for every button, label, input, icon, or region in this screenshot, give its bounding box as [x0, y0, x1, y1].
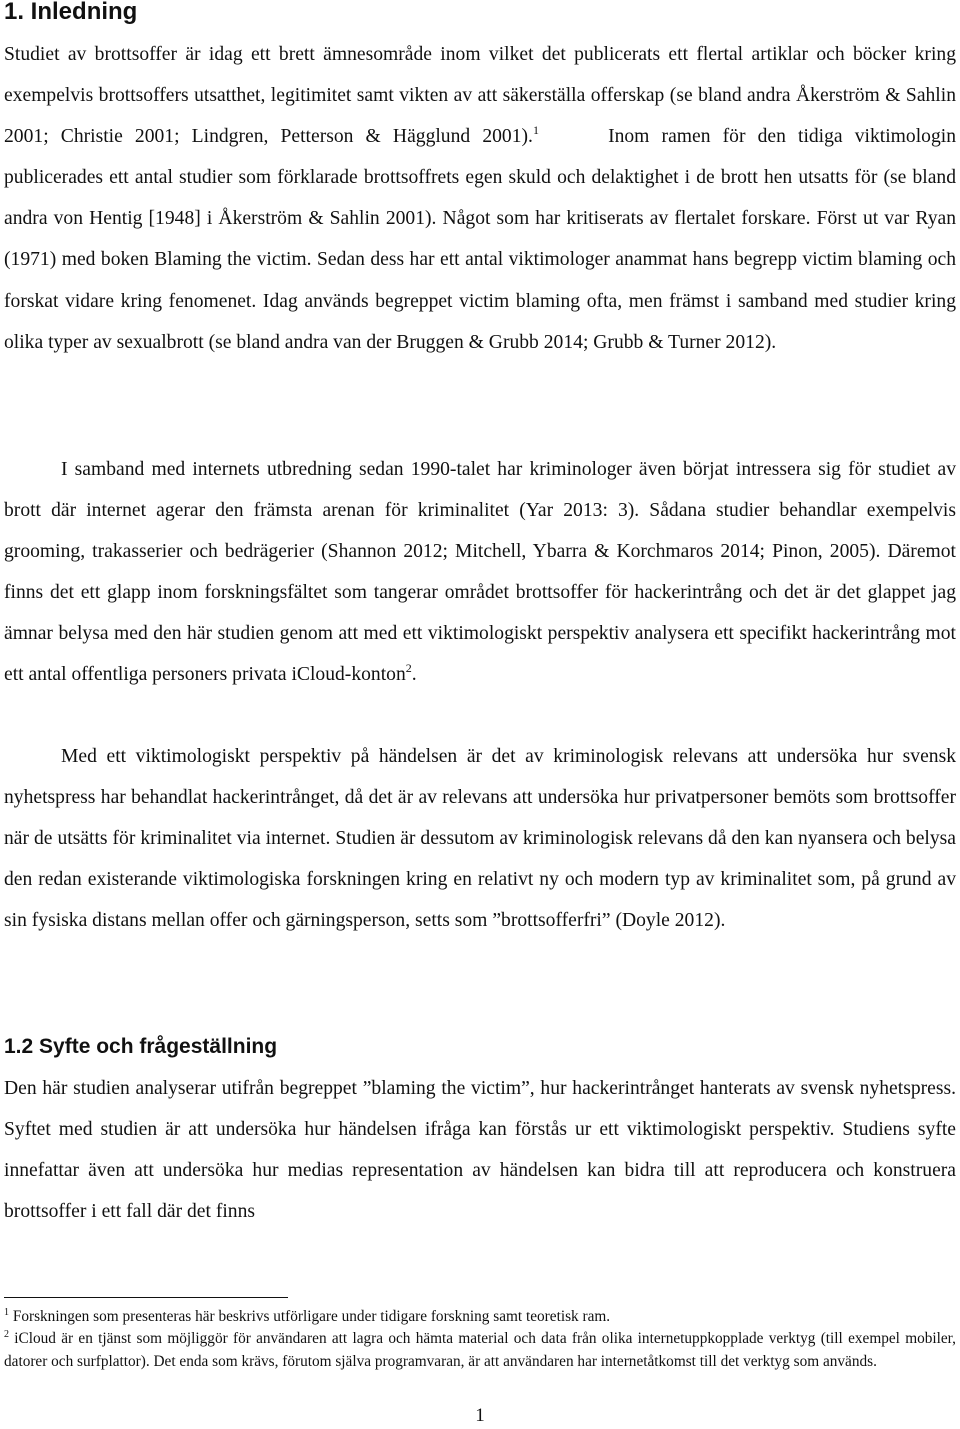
footnote-text: Forskningen som presenteras här beskrivs utförligare under tidigare forskning samt teoretisk ram.: [12, 1308, 611, 1325]
paragraph-3: I samband med internets utbredning sedan 1990-talet har kriminologer även börjat intressera sig för studiet av brott där internet agerar den främsta arenan för kriminalitet (Yar 2013: 3). Sådana studier behandlar exempelvis grooming, trakasserier och bedrägerier (Shannon 2012; Mitchell, Ybarra & Korchmaros 2014; Pinon, 2005). Däremot finns det ett glapp inom forskningsfältet som tangerar området brottsoffer för hackerintrång och det är det glappet jag ämnar belysa med den här studien genom att med ett viktimologiskt perspektiv analysera ett specifikt hackerintrång mot ett antal offentliga personers privata iCloud-konton: [4, 459, 956, 686]
footnote-1: [4, 1306, 956, 1328]
footnotes: [4, 1306, 956, 1373]
body-text-internet: [4, 449, 956, 696]
footnote-divider: [4, 1297, 288, 1298]
body-text-intro: [4, 34, 956, 363]
body-text-relevance: [4, 736, 956, 941]
section-heading-syfte: 1.2 Syfte och frågeställning: [4, 1035, 278, 1058]
paragraph-5: Den här studien analyserar utifrån begreppet ”blaming the victim”, hur hackerintrånget hanterats av svensk nyhetspress. Syftet med studien är att undersöka hur händelsen ifråga kan förstås ur ett viktimologiskt perspektiv. Studiens syfte innefattar även att undersöka hur medias representation av händelsen kan bidra till att reproducera och konstruera brottsoffer i ett fall där det finns: [4, 1078, 956, 1223]
paragraph-1: Studiet av brottsoffer är idag ett brett ämnesområde inom vilket det publicerats ett flertal artiklar och böcker kring exempelvis brottsoffers utsatthet, legitimitet samt vikten av att säkerställa offerskap (se bland andra Åkerström & Sahlin 2001; Christie 2001; Lindgren, Petterson & Hägglund 2001).: [4, 44, 956, 148]
page-number: 1: [475, 1405, 485, 1426]
footnote-number: 2: [4, 1329, 9, 1341]
body-text-syfte: [4, 1068, 956, 1232]
footnote-text: iCloud är en tjänst som möjliggör för användaren att lagra och hämta material och data från olika internetuppkopplade verktyg (till exempel mobiler, datorer och surfplattor). Det enda som krävs, förutom själva programvaran, är att användaren har internetåtkomst till det verktyg som används.: [4, 1330, 956, 1370]
footnote-ref-1[interactable]: 1: [532, 123, 539, 138]
footnote-number: 1: [4, 1307, 9, 1318]
paragraph-3-end: .: [411, 664, 417, 686]
paragraph-2: Inom ramen för den tidiga viktimologin publicerades ett antal studier som förklarade brottsoffrets egen skuld och delaktighet i de brott hen utsatts för (se bland andra von Hentig [1948] i Åkerström & Sahlin 2001). Något som har kritiserats av flertalet forskare. Först ut var Ryan (1971) med boken Blaming the victim. Sedan dess har ett antal viktimologer anammat hans begrepp victim blaming och forskat vidare kring fenomenet. Idag används begreppet victim blaming ofta, men främst i samband med studier kring olika typer av sexualbrott (se bland andra van der Bruggen & Grubb 2014; Grubb & Turner 2012).: [4, 126, 956, 353]
section-heading-inledning: 1. Inledning: [4, 0, 138, 25]
footnote-2: [4, 1328, 956, 1373]
paragraph-4: Med ett viktimologiskt perspektiv på händelsen är det av kriminologisk relevans att undersöka hur svensk nyhetspress har behandlat hackerintrånget, då det är av relevans att undersöka hur privatpersoner bemöts som brottsoffer när de utsätts för kriminalitet via internet. Studien är dessutom av kriminologisk relevans då den kan nyansera och belysa den redan existerande viktimologiska forskningen kring en relativt ny och modern typ av kriminalitet som, på grund av sin fysiska distans mellan offer och gärningsperson, setts som ”brottsofferfri” (Doyle 2012).: [4, 746, 956, 932]
footnote-ref-2[interactable]: 2: [405, 661, 412, 676]
